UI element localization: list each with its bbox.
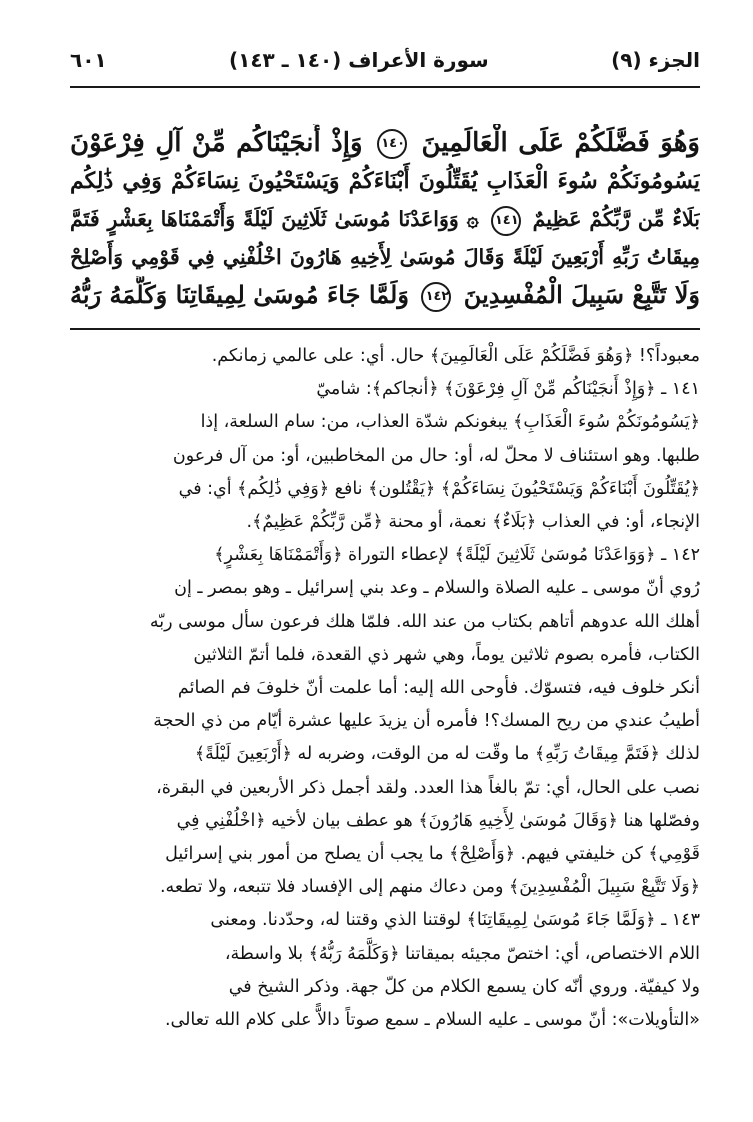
verse-number-marker: ١٤٢ [421,282,451,312]
quran-text: وَلَمَّا جَاءَ مُوسَىٰ لِمِيقَاتِنَا وَكَلَّمَهُ رَبُّهُ [70,280,409,309]
quran-text: وَهُوَ فَضَّلَكُمْ عَلَى الْعَالَمِينَ [421,128,700,158]
commentary-line: ﴿يُقَتِّلُونَ أَبْنَاءَكُمْ وَيَسْتَحْيُونَ نِسَاءَكُمْ﴾ ﴿يَقْتُلون﴾ نافع ﴿وَفِي ذَٰلِكُم﴾ أي: في [178,478,700,499]
commentary-line: الإنجاء، أو: في العذاب ﴿بَلَاءٌ﴾ نعمة، أو محنة ﴿مِّن رَّبِّكُمْ عَظِيمٌ﴾. [246,512,700,533]
quran-text: يَسُومُونَكُمْ سُوءَ الْعَذَابِ يُقَتِّلُونَ أَبْنَاءَكُمْ وَيَسْتَحْيُونَ نِسَاءَكُمْ وَفِي ذَٰلِكُم [70,168,700,194]
quran-line [70,200,700,238]
commentary-line: ﴿وَلَا تَتَّبِعْ سَبِيلَ الْمُفْسِدِينَ﴾ ومن دعاك منهم إلى الإفساد فلا تتبعه، ولا تطعه. [159,877,700,898]
commentary-line: معبوداً؟! ﴿وَهُوَ فَضَّلَكُمْ عَلَى الْعَالَمِينَ﴾ حال. أي: على عالمي زمانكم. [211,346,700,366]
verse-number-marker: ١٤١ [491,206,521,236]
commentary-line: ﴿يَسُومُونَكُمْ سُوءَ الْعَذَابِ﴾ يبغونكم شدّة العذاب، من: سام السلعة، إذا [200,412,700,433]
commentary-line: وفصّلها هنا ﴿وَقَالَ مُوسَىٰ لِأَخِيهِ هَارُونَ﴾ هو عطف بيان لأخيه ﴿اخْلُفْنِي فِي [176,810,700,831]
commentary-line: ١٤١ ـ ﴿وَإِذْ أَنجَيْنَاكُم مِّنْ آلِ فِرْعَوْنَ﴾ ﴿أنجاكم﴾: شاميّ [316,379,700,400]
commentary-line: اللام الاختصاص، أي: اختصّ مجيئه بميقاتنا ﴿وَكَلَّمَهُ رَبُّهُ﴾ بلا واسطة، [224,943,700,964]
quran-text: مِيقَاتُ رَبِّهِ أَرْبَعِينَ لَيْلَةً وَقَالَ مُوسَىٰ لِأَخِيهِ هَارُونَ اخْلُفْنِي فِي قَوْمِي وَأَصْلِحْ [70,245,700,269]
surah-title: سورة الأعراف (١٤٠ ـ ١٤٣) [229,48,489,72]
commentary-line: نصب على الحال، أي: تمّ بالغاً هذا العدد. ولقد أجمل ذكر الأربعين في البقرة، [156,777,700,798]
commentary-line: ولا كيفيّة. وروي أنّه كان يسمع الكلام من كلّ جهة. وذكر الشيخ في [228,976,700,997]
quran-text: وَلَا تَتَّبِعْ سَبِيلَ الْمُفْسِدِينَ [463,280,700,309]
commentary-line: أهلك الله عدوهم أتاهم بكتاب من عند الله. فلمّا هلك فرعون سأل موسى ربّه [149,611,700,632]
commentary-line: أنكر خلوف فيه، فتسوّك. فأوحى الله إليه: أما علمت أنّ خلوفَ فم الصائم [177,678,700,699]
quran-text: ۞ وَوَاعَدْنَا مُوسَىٰ ثَلَاثِينَ لَيْلَةً وَأَتْمَمْنَاهَا بِعَشْرٍ فَتَمَّ [70,207,479,231]
header-rule [70,86,700,88]
quran-line [70,162,700,200]
quran-line [70,276,700,314]
book-page [70,48,700,1037]
commentary-line: قَوْمِي﴾ كن خليفتي فيهم. ﴿وَأَصْلِحْ﴾ ما يجب أن يصلح من أمور بني إسرائيل [165,844,700,865]
quran-text: وَإِذْ أَنجَيْنَاكُم مِّنْ آلِ فِرْعَوْنَ [70,128,363,158]
commentary-line: لذلك ﴿فَتَمَّ مِيقَاتُ رَبِّهِ﴾ ما وقّت له من الوقت، وضربه له ﴿أَرْبَعِينَ لَيْلَةً﴾ [194,744,700,765]
quran-line [70,238,700,276]
commentary-text [70,340,700,1037]
commentary-line: ١٤٢ ـ ﴿وَوَاعَدْنَا مُوسَىٰ ثَلَاثِينَ لَيْلَةً﴾ لإعطاء التوراة ﴿وَأَتْمَمْنَاهَا بِعَشْرٍ﴾ [214,545,700,566]
quran-line [70,124,700,162]
commentary-line: أطيبُ عندي من ريح المسك؟! فأمره أن يزيدَ عليها عشرة أيّام من ذي الحجة [153,711,700,732]
commentary-line: رُوي أنّ موسى ـ عليه الصلاة والسلام ـ وعد بني إسرائيل ـ وهو بمصر ـ إن [174,578,700,599]
verse-number-marker: ١٤٠ [377,129,407,159]
commentary-line: طلبها. وهو استئناف لا محلّ له، أو: حال من المخاطبين، أو: من آل فرعون [172,445,700,466]
page-number: ٦٠١ [70,48,107,72]
commentary-line: «التأويلات»: أنّ موسى ـ عليه السلام ـ سمع صوتاً دالاًّ على كلام الله تعالى. [164,1010,700,1031]
commentary-line: ١٤٣ ـ ﴿وَلَمَّا جَاءَ مُوسَىٰ لِمِيقَاتِنَا﴾ لوقتنا الذي وقتنا له، وحدّدنا. ومعنى [210,910,700,931]
quran-text-block [70,124,700,314]
part-label: الجزء (٩) [611,48,700,72]
section-divider [70,328,700,330]
quran-text: بَلَاءٌ مِّن رَّبِّكُمْ عَظِيمٌ [532,207,700,231]
commentary-line: الكتاب، فأمره بصوم ثلاثين يوماً، وهي شهر ذي القعدة، فلما أتمّ الثلاثين [193,644,700,665]
page-header [70,48,700,84]
